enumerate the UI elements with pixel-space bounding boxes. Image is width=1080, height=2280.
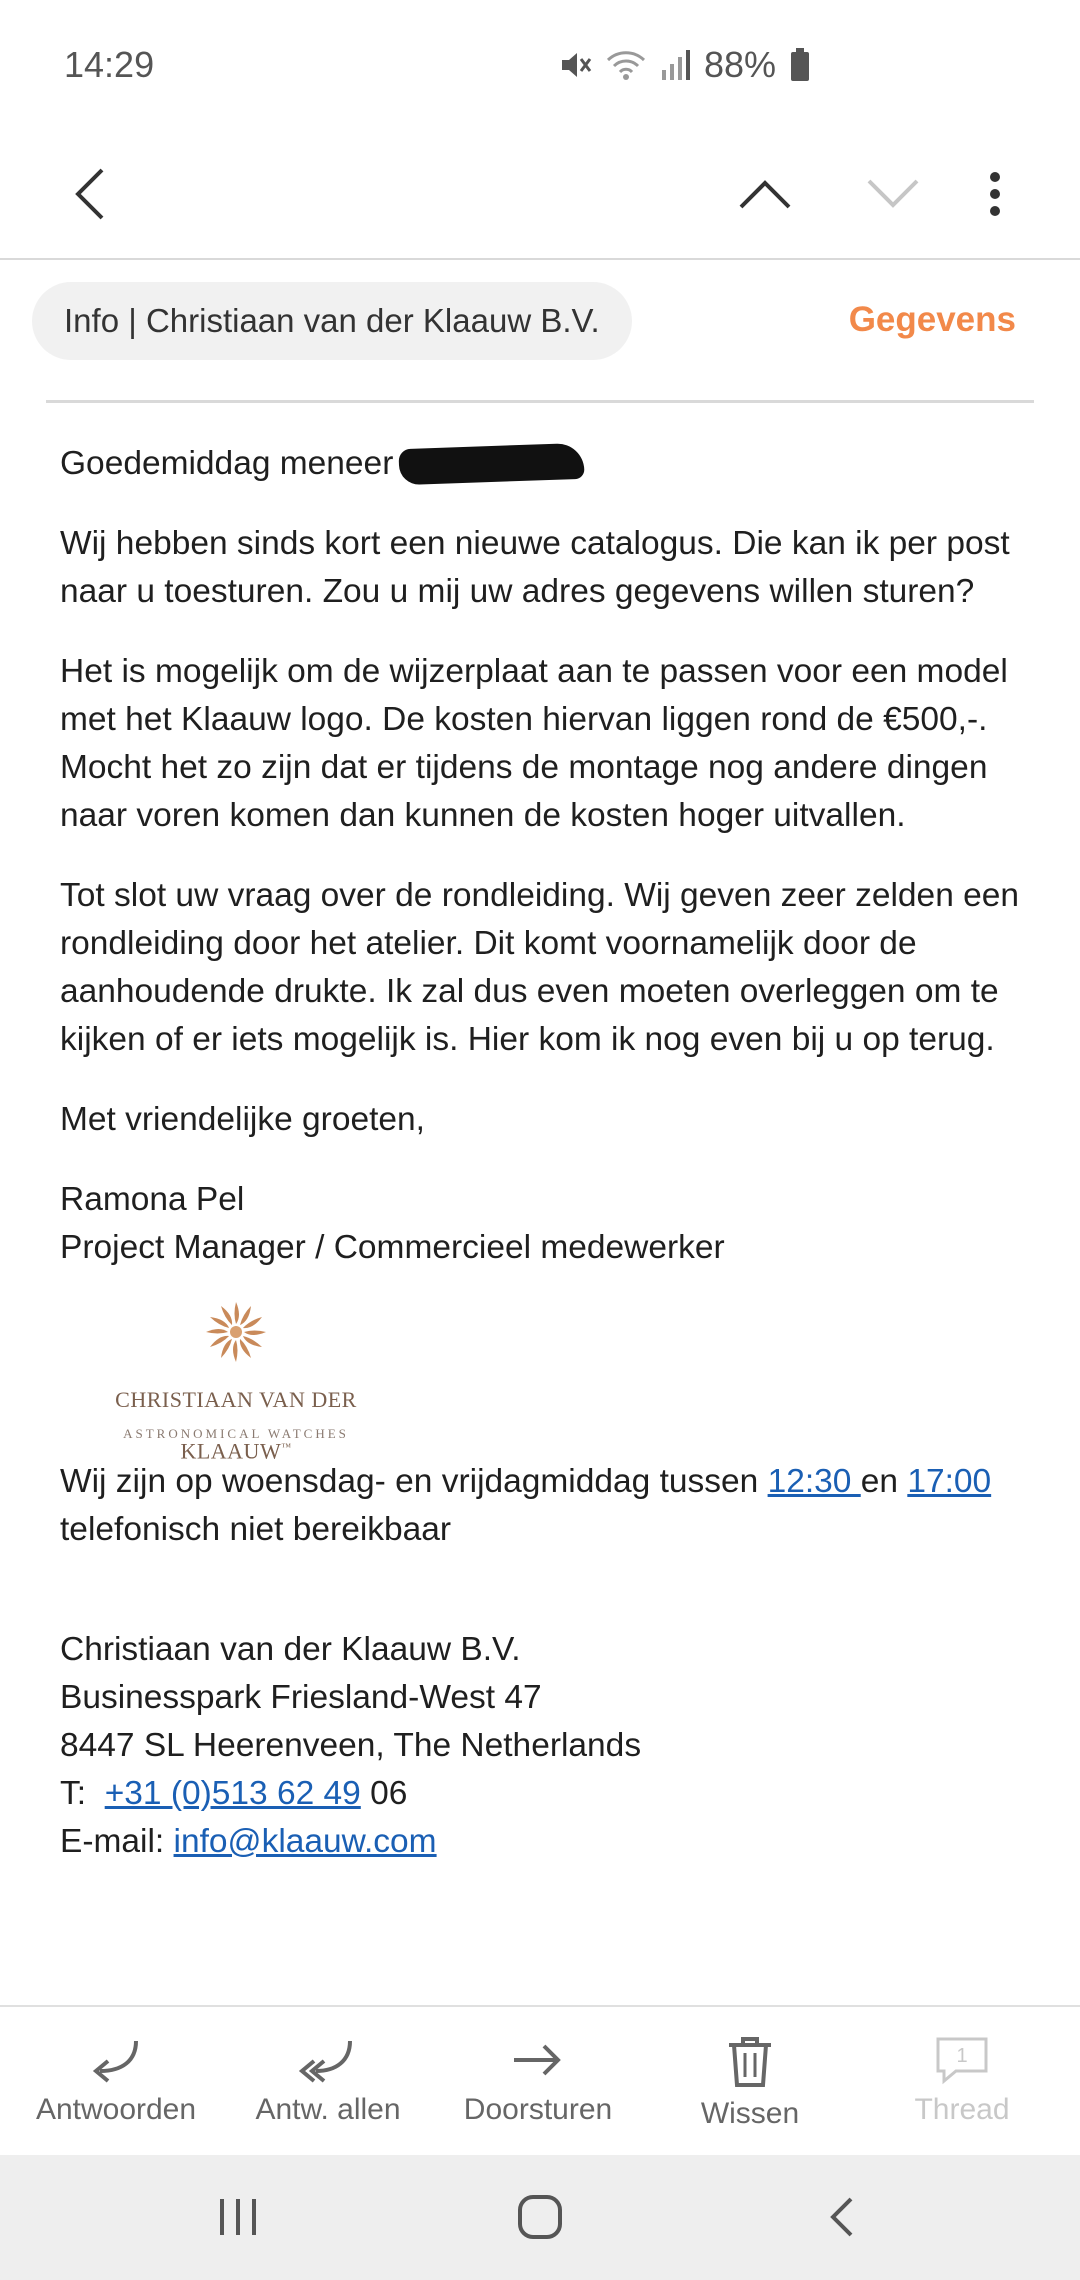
time-link-2[interactable]: 17:00 <box>907 1463 992 1500</box>
greeting: Goedemiddag meneer <box>60 445 394 482</box>
company-address <box>60 1626 1030 1866</box>
reply-all-button[interactable] <box>220 2007 436 2157</box>
signature-title: Project Manager / Commercieel medewerker <box>60 1229 725 1266</box>
signature-name: Ramona Pel <box>60 1181 245 1218</box>
header-divider <box>46 400 1034 403</box>
delete-label: Wissen <box>700 2097 800 2130</box>
phone-link[interactable]: +31 (0)513 62 49 <box>104 1775 361 1812</box>
details-link[interactable]: Gegevens <box>848 300 1016 339</box>
forward-label: Doorsturen <box>463 2093 613 2126</box>
thread-icon <box>934 2035 990 2085</box>
battery-level: 88% <box>703 44 776 85</box>
hours-text-mid: en <box>860 1463 908 1500</box>
status-icons <box>558 44 810 86</box>
hours-text: Wij zijn op woensdag- en vrijdagmiddag tussen <box>60 1463 768 1500</box>
paragraph-3: Tot slot uw vraag over de rondleiding. Wij geven zeer zelden een rondleiding door het atelier. Dit komt voornamelijk door de aanhoudende drukte. Ik zal dus even moeten overleggen om te kijken of er iets mogelijk is. Hier kom ik nog even bij u op terug. <box>60 877 1020 1058</box>
back-icon[interactable] <box>802 2177 882 2257</box>
sender-chip[interactable]: Info | Christiaan van der Klaauw B.V. <box>32 282 632 360</box>
reply-all-icon <box>298 2035 358 2085</box>
status-time: 14:29 <box>64 44 155 85</box>
sender-row <box>0 258 1080 406</box>
battery-icon <box>790 48 810 82</box>
wifi-icon <box>606 48 646 82</box>
forward-icon <box>510 2035 566 2085</box>
reply-icon <box>88 2035 144 2085</box>
email-label: E-mail: <box>60 1823 174 1860</box>
phone-rest: 06 <box>360 1775 408 1812</box>
redaction-mark <box>399 443 585 485</box>
paragraph-1: Wij hebben sinds kort een nieuwe catalogus. Die kan ik per post naar u toesturen. Zou u mij uw adres gegevens willen sturen? <box>60 525 1010 610</box>
phone-label: T: <box>60 1775 87 1812</box>
hours-text-end: telefonisch niet bereikbaar <box>60 1511 452 1548</box>
status-bar <box>0 0 1080 130</box>
time-link-1[interactable]: 12:30 <box>767 1463 861 1500</box>
email-body <box>60 440 1030 1898</box>
logo-text: CHRISTIAAN VAN DER KLAAUW™ <box>115 1387 357 1464</box>
email-link[interactable]: info@klaauw.com <box>173 1823 437 1860</box>
reply-all-label: Antw. allen <box>255 2093 401 2126</box>
address-line-2: 8447 SL Heerenveen, The Netherlands <box>60 1727 642 1764</box>
action-bar <box>0 2005 1080 2157</box>
home-icon[interactable] <box>500 2177 580 2257</box>
thread-label: Thread <box>914 2093 1010 2126</box>
logo-subtext: ASTRONOMICAL WATCHES <box>123 1426 349 1441</box>
closing: Met vriendelijke groeten, <box>60 1101 425 1138</box>
system-nav-bar <box>0 2155 1080 2280</box>
recents-icon[interactable] <box>198 2177 278 2257</box>
greeting-line <box>60 440 1030 488</box>
trash-icon <box>725 2035 775 2089</box>
app-bar <box>0 130 1080 260</box>
thread-button[interactable] <box>854 2007 1070 2157</box>
chevron-up-icon[interactable] <box>725 154 805 234</box>
signature <box>60 1176 1030 1272</box>
thread-badge: 1 <box>956 2045 968 2067</box>
signal-icon <box>660 48 690 82</box>
company-name: Christiaan van der Klaauw B.V. <box>60 1631 521 1668</box>
delete-button[interactable] <box>642 2007 858 2157</box>
reply-button[interactable] <box>8 2007 224 2157</box>
chevron-down-icon[interactable] <box>853 154 933 234</box>
mute-icon <box>558 48 592 82</box>
paragraph-2: Het is mogelijk om de wijzerplaat aan te passen voor een model met het Klaauw logo. De kosten hiervan liggen rond de €500,-. Mocht het zo zijn dat er tijdens de montage nog andere dingen naar voren komen dan kunnen de kosten hoger uitvallen. <box>60 653 1008 834</box>
back-arrow-icon[interactable] <box>50 154 130 234</box>
more-vert-icon[interactable] <box>955 154 1035 234</box>
company-logo <box>66 1290 406 1464</box>
forward-button[interactable] <box>430 2007 646 2157</box>
address-line-1: Businesspark Friesland-West 47 <box>60 1679 542 1716</box>
sun-logo-icon <box>202 1298 270 1366</box>
reply-label: Antwoorden <box>35 2093 197 2126</box>
